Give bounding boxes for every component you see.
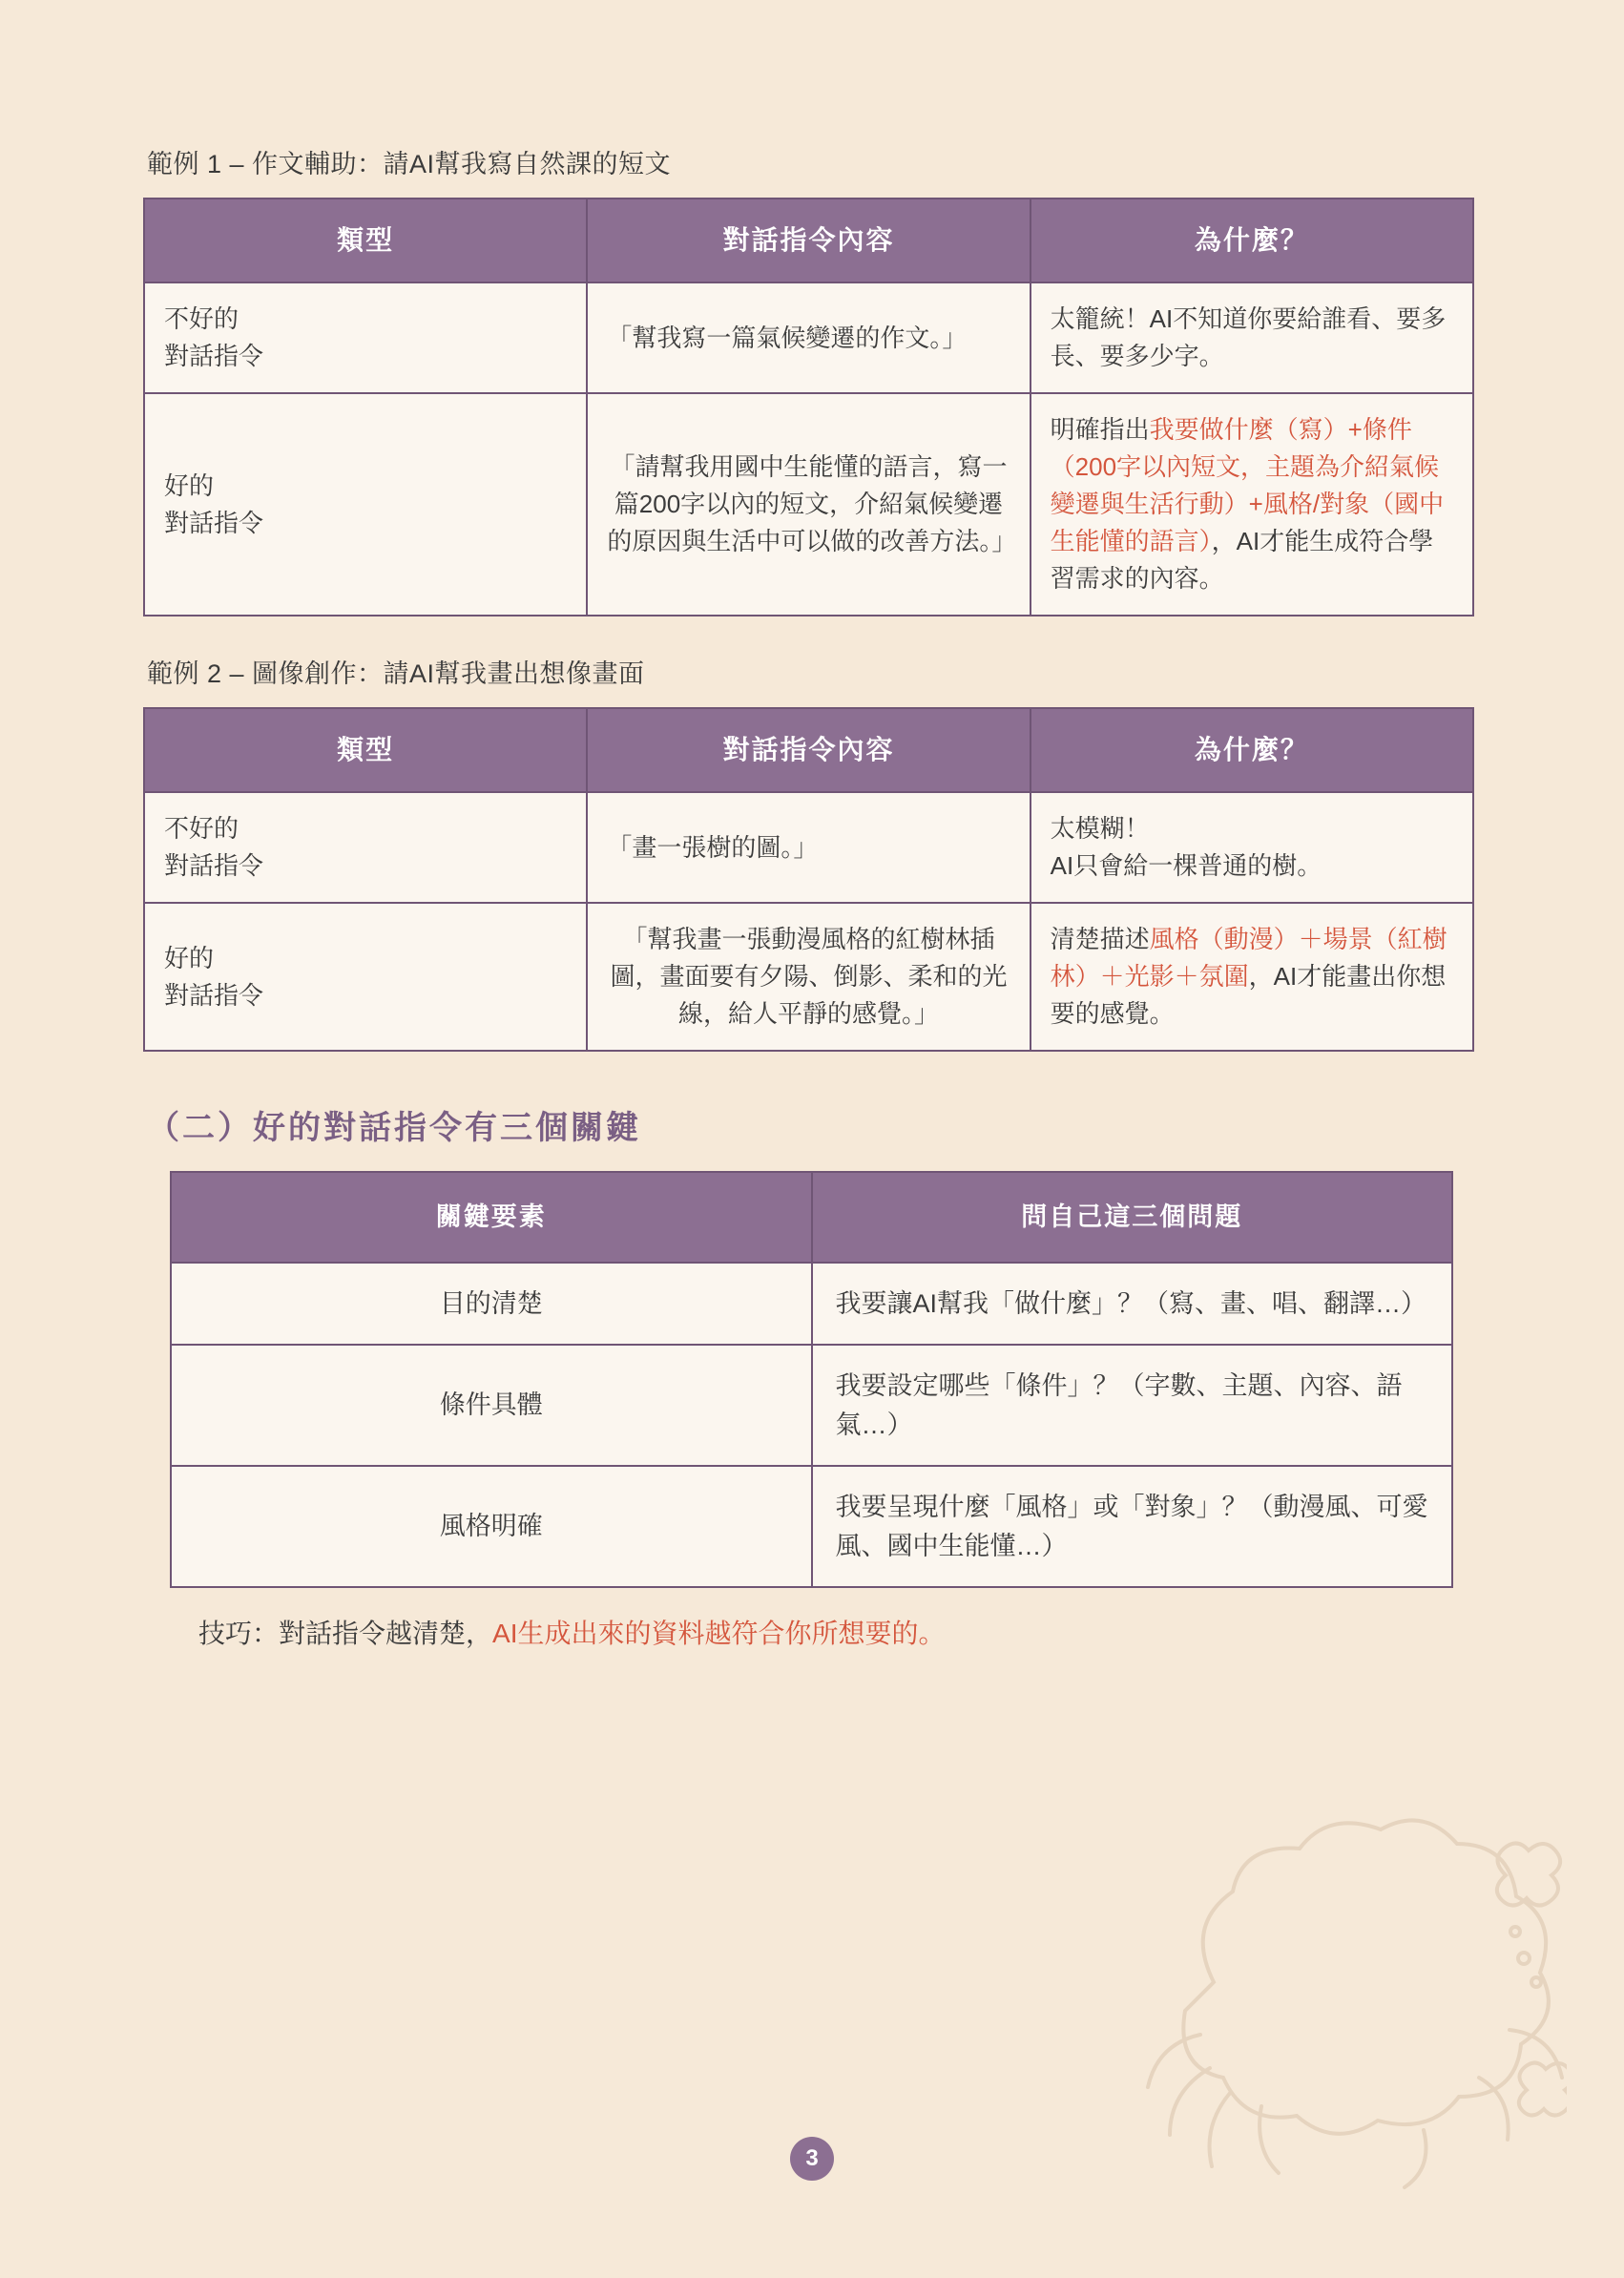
table-header-row [144, 199, 1473, 282]
cell-prompt: 「幫我寫一篇氣候變遷的作文。」 [587, 282, 1030, 393]
cell-prompt: 「畫一張樹的圖。」 [587, 792, 1030, 903]
column-header-prompt: 對話指令內容 [587, 708, 1030, 792]
column-header-type: 類型 [144, 708, 587, 792]
column-header-why: 為什麼？ [1031, 708, 1473, 792]
cell-key: 風格明確 [171, 1466, 812, 1587]
column-header-why: 為什麼？ [1031, 199, 1473, 282]
cell-type: 不好的 對話指令 [144, 792, 587, 903]
cell-why: 清楚描述風格（動漫）＋場景（紅樹林）＋光影＋氛圍，AI才能畫出你想要的感覺。 [1031, 903, 1473, 1051]
cell-question: 我要設定哪些「條件」？（字數、主題、內容、語氣…） [812, 1345, 1453, 1466]
cell-type: 不好的 對話指令 [144, 282, 587, 393]
example-1-table [143, 198, 1474, 617]
example-2-table [143, 707, 1474, 1052]
example-2-title: 範例 2 – 圖像創作：請AI幫我畫出想像畫面 [147, 659, 645, 688]
cell-type: 好的 對話指令 [144, 903, 587, 1051]
table-header-row [144, 708, 1473, 792]
cell-why: 明確指出我要做什麼（寫）+條件（200字以內短文，主題為介紹氣候變遷與生活行動）+風格/對象（國中生能懂的語言），AI才能生成符合學習需求的內容。 [1031, 393, 1473, 616]
page-number: 3 [790, 2137, 834, 2181]
tip-prefix: 技巧：對話指令越清楚， [198, 1619, 493, 1648]
cell-why: 太模糊！ AI只會給一棵普通的樹。 [1031, 792, 1473, 903]
cell-type: 好的 對話指令 [144, 393, 587, 616]
table-row [144, 282, 1473, 393]
sheep-illustration [975, 1696, 1567, 2192]
table-header-row [171, 1172, 1452, 1263]
column-header-prompt: 對話指令內容 [587, 199, 1030, 282]
key-elements-table [170, 1171, 1453, 1588]
column-header-question: 問自己這三個問題 [812, 1172, 1453, 1263]
table-row [144, 792, 1473, 903]
column-header-key: 關鍵要素 [171, 1172, 812, 1263]
tip-text [198, 1613, 1481, 1651]
cell-prompt: 「請幫我用國中生能懂的語言，寫一篇200字以內的短文，介紹氣候變遷的原因與生活中可以做的改善方法。」 [587, 393, 1030, 616]
table-row [171, 1263, 1452, 1346]
column-header-type: 類型 [144, 199, 587, 282]
cell-key: 條件具體 [171, 1345, 812, 1466]
table-row [171, 1345, 1452, 1466]
cell-prompt: 「幫我畫一張動漫風格的紅樹林插圖，畫面要有夕陽、倒影、柔和的光線，給人平靜的感覺。」 [587, 903, 1030, 1051]
cell-question: 我要讓AI幫我「做什麼」？（寫、畫、唱、翻譯…） [812, 1263, 1453, 1346]
cell-key: 目的清楚 [171, 1263, 812, 1346]
table-row [144, 393, 1473, 616]
example-1-title: 範例 1 – 作文輔助：請AI幫我寫自然課的短文 [147, 150, 672, 178]
tip-accent: AI生成出來的資料越符合你所想要的。 [492, 1619, 946, 1648]
table-row [171, 1466, 1452, 1587]
cell-why: 太籠統！AI不知道你要給誰看、要多長、要多少字。 [1031, 282, 1473, 393]
section-heading: （二）好的對話指令有三個關鍵 [147, 1110, 641, 1146]
table-row [144, 903, 1473, 1051]
cell-question: 我要呈現什麼「風格」或「對象」？（動漫風、可愛風、國中生能懂…） [812, 1466, 1453, 1587]
